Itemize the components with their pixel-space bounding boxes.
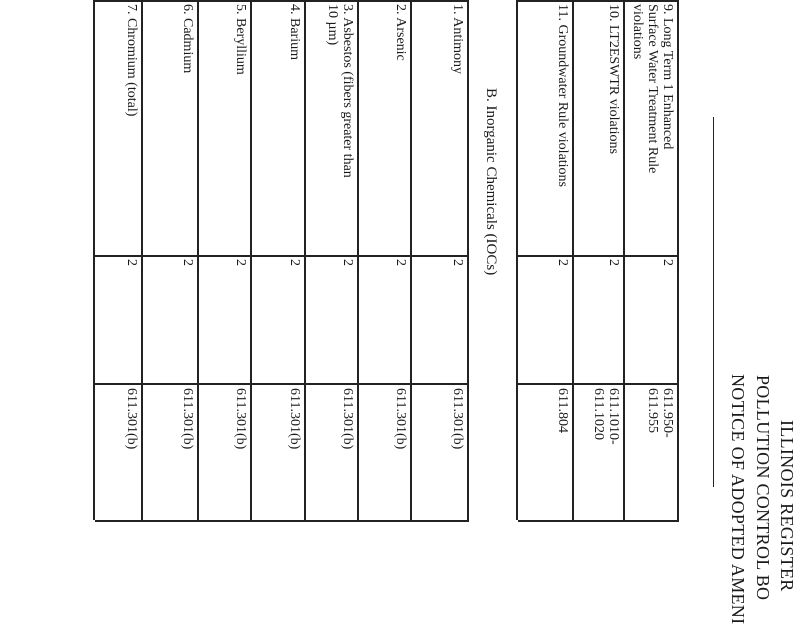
table-rule <box>517 0 519 520</box>
contaminant-name: 5. Beryllium <box>233 4 248 75</box>
contaminant-name: 7. Chromium (total) <box>124 4 139 117</box>
section-citation: 611.804 <box>555 388 570 433</box>
table-rule <box>573 0 575 520</box>
tier-value: 2 <box>555 259 570 266</box>
contaminant-name: 10. LT2ESWTR violations <box>606 4 621 154</box>
contaminant-name: 6. Cadmium <box>180 4 195 74</box>
table-rule <box>411 0 413 520</box>
contaminant-name: 9. Long Term 1 Enhanced Surface Water Treatment Rule violations <box>630 4 675 174</box>
table-column-rule <box>95 520 469 522</box>
section-citation: 611.950- 611.955 <box>645 388 675 438</box>
tier-value: 2 <box>606 259 621 266</box>
table-column-rule <box>518 255 679 257</box>
header-rule <box>713 117 714 487</box>
table-column-rule <box>95 255 469 257</box>
tier-value: 2 <box>660 259 675 266</box>
section-citation: 611.301(b) <box>233 388 248 450</box>
table-rule <box>305 0 307 520</box>
section-citation: 611.301(b) <box>180 388 195 450</box>
contaminant-name: 4. Barium <box>287 4 302 60</box>
table-column-rule <box>518 0 679 2</box>
table-rule <box>142 0 144 520</box>
contaminant-name: 1. Antimony <box>450 4 465 75</box>
board-title: POLLUTION CONTROL BO <box>753 375 773 601</box>
table-column-rule <box>518 383 679 385</box>
table-column-rule <box>518 520 679 522</box>
table-rule <box>624 0 626 520</box>
contaminant-name: 3. Asbestos (fibers greater than 10 µm) <box>325 4 355 178</box>
table-rule <box>358 0 360 520</box>
tier-value: 2 <box>450 259 465 266</box>
table-rule <box>198 0 200 520</box>
tier-value: 2 <box>393 259 408 266</box>
tier-value: 2 <box>340 259 355 266</box>
tier-value: 2 <box>287 259 302 266</box>
section-citation: 611.301(b) <box>340 388 355 450</box>
section-citation: 611.301(b) <box>450 388 465 450</box>
register-title: ILLINOIS REGISTER <box>777 420 797 592</box>
table-rule <box>678 0 680 520</box>
tier-value: 2 <box>180 259 195 266</box>
section-citation: 611.301(b) <box>393 388 408 450</box>
section-citation: 611.301(b) <box>124 388 139 450</box>
table-rule <box>468 0 470 520</box>
section-citation: 611.301(b) <box>287 388 302 450</box>
table-rule <box>94 0 96 520</box>
table-column-rule <box>95 383 469 385</box>
table-column-rule <box>95 0 469 2</box>
tier-value: 2 <box>124 259 139 266</box>
contaminant-name: 11. Groundwater Rule violations <box>555 4 570 188</box>
section-b-title: B. Inorganic Chemicals (IOCs) <box>483 88 499 276</box>
table-rule <box>251 0 253 520</box>
contaminant-name: 2. Arsenic <box>393 4 408 61</box>
section-citation: 611.1010- 611.1020 <box>591 388 621 445</box>
notice-title: NOTICE OF ADOPTED AMENI <box>728 374 748 624</box>
tier-value: 2 <box>233 259 248 266</box>
